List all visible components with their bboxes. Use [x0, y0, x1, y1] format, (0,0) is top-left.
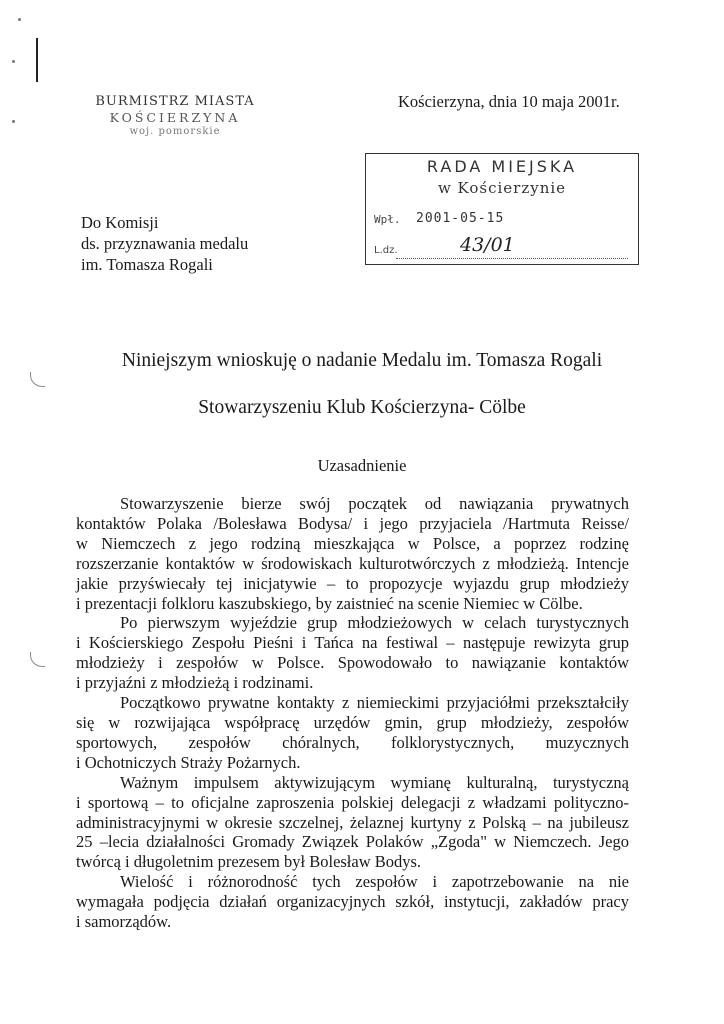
scan-speck: [18, 18, 21, 21]
sender-line-3: woj. pomorskie: [129, 126, 221, 137]
body-line: 25 –lecia działalności Gromady Związek Polaków „Zgoda" w Niemczech. Jego: [76, 832, 629, 852]
punch-hole-mark: [30, 372, 45, 387]
body-line: kontaktów Polaka /Bolesława Bodysa/ i jego przyjaciela /Hartmuta Reisse/: [76, 513, 629, 533]
stamp-number-label: L.dz.: [374, 245, 398, 256]
body-line: jakie przyświecały tej inicjatywie – to propozycje wyjazdu grup młodzieży: [76, 573, 629, 593]
body-line: wymagała podjęcia działań organizacyjnych szkół, instytucji, zakładów pracy: [76, 892, 629, 912]
addressee-line: im. Tomasza Rogali: [81, 255, 213, 274]
date-line: Kościerzyna, dnia 10 maja 2001r.: [398, 92, 620, 111]
body-line: i sportową – to oficjalne zaproszenia polskiej delegacji z władzami polityczno-: [76, 792, 629, 812]
addressee-block: [81, 212, 248, 275]
sender-stamp: [80, 94, 270, 137]
scan-speck: [12, 120, 15, 123]
body-line: Po pierwszym wyjeździe grup młodzieżowych w celach turystycznych: [120, 613, 629, 633]
body-line: i Kościerskiego Zespołu Pieśni i Tańca na festiwal – następuje rewizyta grup: [76, 633, 629, 653]
stamp-number: 43/01: [460, 234, 515, 256]
body-line: administracyjnymi w okresie szczelnej, żelaznej kurtyny z Polską – na jubileusz: [76, 812, 629, 832]
body-line: i Ochotniczych Straży Pożarnych.: [76, 752, 301, 772]
body-line: rozszerzanie kontaktów w środowiskach kulturotwórczych z młodzieżą. Intencje: [76, 553, 629, 573]
punch-hole-mark: [30, 652, 45, 667]
body-line: sportowych, zespołów chóralnych, folklorystycznych, muzycznych: [76, 732, 629, 752]
body-line: w Niemczech z jego rodziną mieszkająca w Polsce, a poprzez rodzinę: [76, 533, 629, 553]
sender-line-2: KOŚCIERZYNA: [109, 110, 241, 125]
addressee-line: Do Komisji: [81, 213, 159, 232]
body-line: się w rozwijająca współpracę urzędów gmin, grup młodzieży, zespołów: [76, 712, 629, 732]
receipt-stamp: [365, 153, 639, 265]
intro-heading: Niniejszym wnioskuję o nadanie Medalu im. Tomasza Rogali: [121, 350, 603, 371]
scan-margin-mark: [36, 38, 38, 82]
body-line: Ważnym impulsem aktywizującym wymianę kulturalną, turystyczną: [120, 772, 629, 792]
stamp-subtitle: w Kościerzynie: [437, 179, 567, 197]
body-line: Wielość i różnorodność tych zespołów i zapotrzebowanie na nie: [120, 872, 629, 892]
sender-line-1: BURMISTRZ MIASTA: [95, 94, 255, 109]
body-line: i prezentacji folkloru kaszubskiego, by zaistnieć na scenie Niemiec w Cölbe.: [76, 593, 583, 613]
stamp-number-line: [396, 258, 628, 259]
organization-name: Stowarzyszeniu Klub Kościerzyna- Cölbe: [198, 397, 526, 418]
justification-title: Uzasadnienie: [317, 456, 407, 475]
body-line: i samorządów.: [76, 912, 172, 932]
stamp-title: RADA MIEJSKA: [426, 157, 578, 176]
stamp-received-label: Wpł.: [374, 213, 401, 226]
body-line: Początkowo prywatne kontakty z niemieckimi przyjaciółmi przekształciły: [120, 693, 629, 713]
justification-body: [76, 494, 629, 932]
body-line: młodzieży i zespołów w Polsce. Spowodowało to nawiązanie kontaktów: [76, 653, 629, 673]
scan-speck: [12, 60, 15, 63]
body-line: i przyjaźni z młodzieżą i rodzinami.: [76, 673, 314, 693]
body-line: Stowarzyszenie bierze swój początek od nawiązania prywatnych: [120, 494, 629, 513]
stamp-received-date: 2001-05-15: [416, 211, 505, 226]
body-line: twórcą i długoletnim prezesem był Bolesław Bodys.: [76, 852, 422, 872]
addressee-line: ds. przyznawania medalu: [81, 234, 249, 253]
